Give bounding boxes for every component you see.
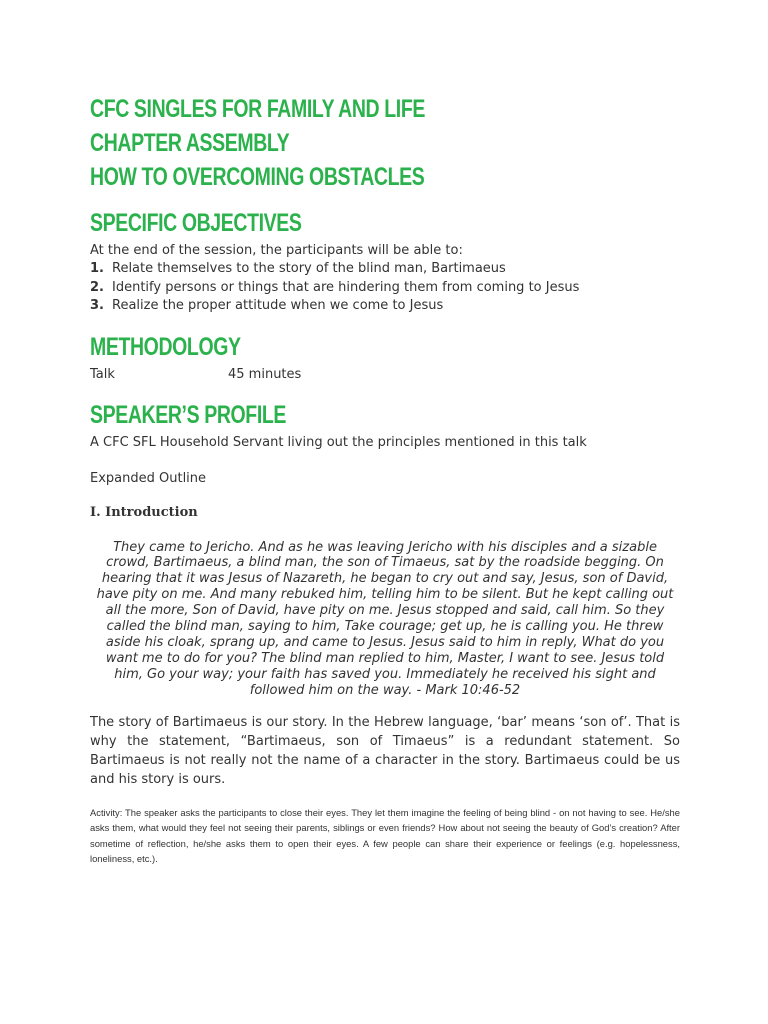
speaker-section	[90, 398, 680, 452]
title-line-3: HOW TO OVERCOMING OBSTACLES	[90, 163, 425, 191]
document-title	[90, 92, 680, 194]
title-line-2: CHAPTER ASSEMBLY	[90, 129, 290, 157]
methodology-row	[90, 366, 680, 384]
objectives-section	[90, 206, 680, 316]
list-text: Relate themselves to the story of the blind man, Bartimaeus	[112, 261, 506, 276]
speaker-heading: SPEAKER’S PROFILE	[90, 400, 286, 429]
scripture-quote: They came to Jericho. And as he was leaving Jericho with his disciples and a sizable crowd, Bartimaeus, a blind man, the son of Timaeus, sat by the roadside begging. On hearing that it was Jesus of Nazareth, he began to cry out and say, Jesus, son of David, have pity on me. And many rebuked him, telling him to be silent. But he kept calling out all the more, Son of David, have pity on me. Jesus stopped and said, call him. So they called the blind man, saying to him, Take courage; get up, he is calling you. He threw aside his cloak, sprang up, and came to Jesus. Jesus said to him in reply, What do you want me to do for you? The blind man replied to him, Master, I want to see. Jesus told him, Go your way; your faith has saved you. Immediately he received his sight and followed him on the way. - Mark 10:46-52	[96, 539, 674, 698]
outline-label: Expanded Outline	[90, 470, 207, 486]
list-number: 3.	[90, 298, 104, 313]
document-page	[90, 92, 680, 876]
list-number: 1.	[90, 261, 104, 276]
title-line-1: CFC SINGLES FOR FAMILY AND LIFE	[90, 95, 425, 123]
list-item	[90, 297, 680, 316]
objectives-list	[90, 260, 680, 316]
intro-heading: I. Introduction	[90, 504, 198, 520]
methodology-type: Talk	[90, 366, 115, 382]
list-text: Realize the proper attitude when we come to Jesus	[112, 298, 444, 313]
body-paragraph: The story of Bartimaeus is our story. In the Hebrew language, ‘bar’ means ‘son of’. That is why the statement, “Bartimaeus, son of Timaeus” is a redundant statement. So Bartimaeus is not really not the name of a character in the story. Bartimaeus could be us and his story is ours.	[90, 714, 680, 787]
methodology-heading: METHODOLOGY	[90, 332, 241, 361]
activity-note: Activity: The speaker asks the participants to close their eyes. They let them imagine the feeling of being blind - on not having to see. He/she asks them, what would they feel not seeing their parents, siblings or even friends? How about not seeing the beauty of God’s creation? After sometime of reflection, he/she asks them to open their eyes. A few people can share their experience or feelings (e.g. hopelessness, loneliness, etc.).	[90, 806, 680, 865]
methodology-section	[90, 330, 680, 384]
methodology-duration: 45 minutes	[228, 366, 302, 382]
objectives-intro: At the end of the session, the participants will be able to:	[90, 243, 463, 258]
list-text: Identify persons or things that are hindering them from coming to Jesus	[112, 279, 580, 295]
list-item	[90, 279, 680, 298]
list-number: 2.	[90, 279, 104, 295]
speaker-text: A CFC SFL Household Servant living out the principles mentioned in this talk	[90, 434, 587, 450]
list-item	[90, 260, 680, 279]
objectives-heading: SPECIFIC OBJECTIVES	[90, 209, 302, 237]
